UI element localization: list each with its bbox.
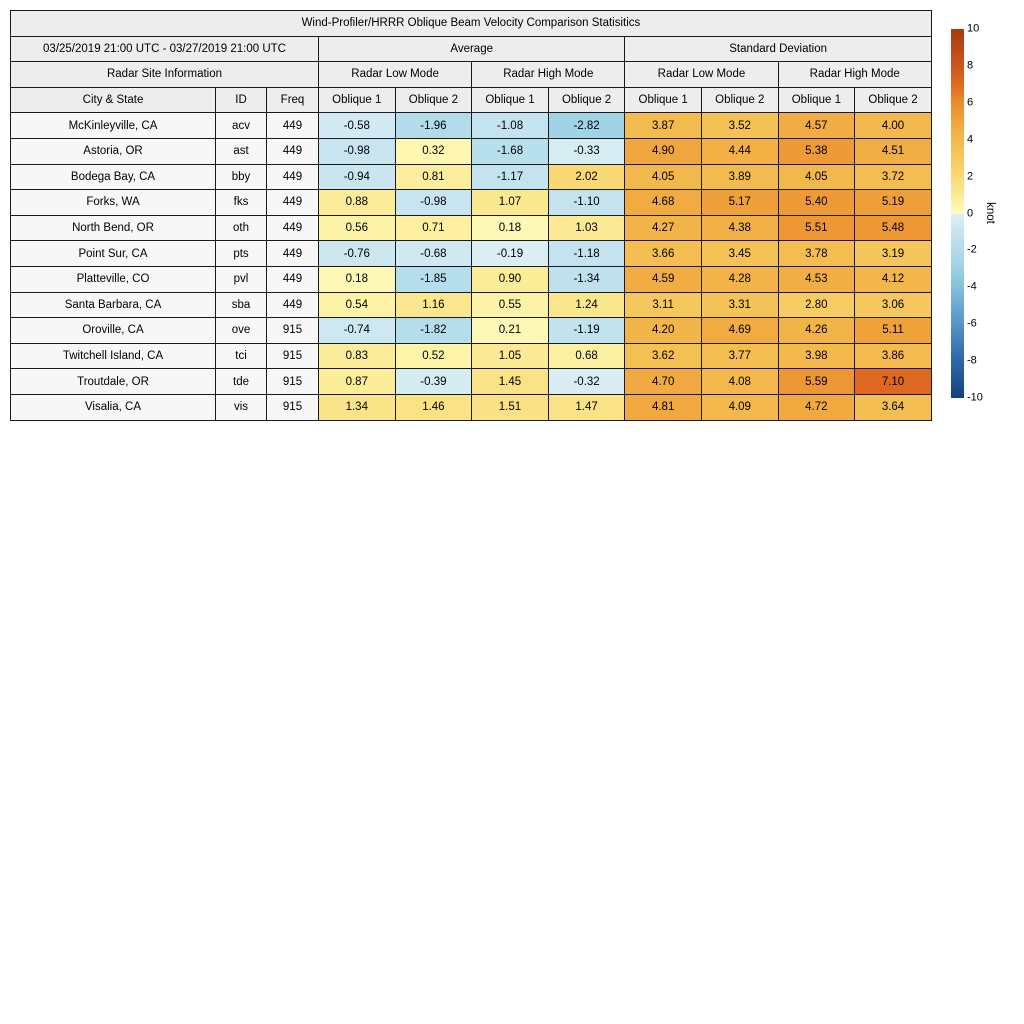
value-cell: 4.69	[701, 318, 778, 344]
colorbar-tick-label: 6	[967, 96, 974, 109]
table-row	[11, 292, 932, 318]
id-cell: pts	[216, 241, 267, 267]
date-range: 03/25/2019 21:00 UTC - 03/27/2019 21:00 UTC	[11, 36, 319, 62]
value-cell: -1.10	[548, 190, 625, 216]
value-cell: 3.89	[701, 164, 778, 190]
table-row	[11, 113, 932, 139]
value-cell: 4.20	[625, 318, 702, 344]
page-title: Wind-Profiler/HRRR Oblique Beam Velocity Comparison Statisitics	[11, 11, 932, 37]
value-cell: 5.19	[855, 190, 932, 216]
value-cell: 4.57	[778, 113, 855, 139]
value-cell: -0.98	[395, 190, 472, 216]
col-header-oblique2: Oblique 2	[701, 87, 778, 113]
value-cell: 4.51	[855, 138, 932, 164]
city-cell: McKinleyville, CA	[11, 113, 216, 139]
table-row	[11, 215, 932, 241]
id-cell: fks	[216, 190, 267, 216]
value-cell: -1.19	[548, 318, 625, 344]
value-cell: 1.47	[548, 394, 625, 420]
city-cell: Oroville, CA	[11, 318, 216, 344]
city-cell: Visalia, CA	[11, 394, 216, 420]
value-cell: 0.90	[472, 266, 549, 292]
value-cell: 4.00	[855, 113, 932, 139]
value-cell: 4.26	[778, 318, 855, 344]
value-cell: 3.31	[701, 292, 778, 318]
value-cell: 3.77	[701, 343, 778, 369]
freq-cell: 449	[267, 292, 319, 318]
id-cell: sba	[216, 292, 267, 318]
city-cell: Platteville, CO	[11, 266, 216, 292]
value-cell: 3.45	[701, 241, 778, 267]
id-cell: vis	[216, 394, 267, 420]
mode-header-row	[11, 62, 932, 88]
value-cell: 3.11	[625, 292, 702, 318]
colorbar-tick-label: -10	[967, 391, 983, 404]
city-cell: Astoria, OR	[11, 138, 216, 164]
value-cell: -1.82	[395, 318, 472, 344]
value-cell: 4.72	[778, 394, 855, 420]
value-cell: 3.98	[778, 343, 855, 369]
freq-cell: 915	[267, 343, 319, 369]
table-row	[11, 266, 932, 292]
velocity-comparison-table	[10, 10, 932, 421]
freq-cell: 915	[267, 394, 319, 420]
value-cell: 1.03	[548, 215, 625, 241]
value-cell: 0.68	[548, 343, 625, 369]
value-cell: 4.68	[625, 190, 702, 216]
value-cell: 3.62	[625, 343, 702, 369]
column-header-row	[11, 87, 932, 113]
value-cell: 0.88	[319, 190, 396, 216]
colorbar-tick-label: 4	[967, 133, 974, 146]
col-header-oblique2: Oblique 2	[548, 87, 625, 113]
value-cell: 0.87	[319, 369, 396, 395]
col-header-oblique1: Oblique 1	[625, 87, 702, 113]
city-cell: Troutdale, OR	[11, 369, 216, 395]
city-cell: Twitchell Island, CA	[11, 343, 216, 369]
freq-cell: 449	[267, 164, 319, 190]
value-cell: 3.64	[855, 394, 932, 420]
value-cell: 1.07	[472, 190, 549, 216]
value-cell: -1.18	[548, 241, 625, 267]
col-header-oblique1: Oblique 1	[778, 87, 855, 113]
city-cell: Point Sur, CA	[11, 241, 216, 267]
value-cell: 4.05	[625, 164, 702, 190]
value-cell: 0.32	[395, 138, 472, 164]
value-cell: -0.58	[319, 113, 396, 139]
id-cell: tde	[216, 369, 267, 395]
value-cell: -0.33	[548, 138, 625, 164]
value-cell: 4.59	[625, 266, 702, 292]
freq-cell: 449	[267, 241, 319, 267]
colorbar	[951, 29, 964, 398]
value-cell: 5.59	[778, 369, 855, 395]
colorbar-tick-label: 2	[967, 170, 974, 183]
value-cell: 3.86	[855, 343, 932, 369]
value-cell: 3.87	[625, 113, 702, 139]
value-cell: 3.06	[855, 292, 932, 318]
sd-high-mode-header: Radar High Mode	[778, 62, 931, 88]
freq-cell: 449	[267, 266, 319, 292]
table-row	[11, 394, 932, 420]
table-row	[11, 369, 932, 395]
freq-cell: 449	[267, 215, 319, 241]
value-cell: 4.12	[855, 266, 932, 292]
table-row	[11, 241, 932, 267]
col-header-oblique2: Oblique 2	[395, 87, 472, 113]
value-cell: 4.38	[701, 215, 778, 241]
value-cell: 7.10	[855, 369, 932, 395]
city-cell: North Bend, OR	[11, 215, 216, 241]
value-cell: 0.21	[472, 318, 549, 344]
value-cell: 1.05	[472, 343, 549, 369]
value-cell: 0.54	[319, 292, 396, 318]
colorbar-tick-label: -8	[967, 354, 977, 367]
value-cell: 0.52	[395, 343, 472, 369]
value-cell: 4.28	[701, 266, 778, 292]
value-cell: 4.05	[778, 164, 855, 190]
value-cell: 1.34	[319, 394, 396, 420]
freq-cell: 915	[267, 318, 319, 344]
col-header-freq: Freq	[267, 87, 319, 113]
value-cell: 3.19	[855, 241, 932, 267]
col-header-oblique2: Oblique 2	[855, 87, 932, 113]
group-stddev-header: Standard Deviation	[625, 36, 931, 62]
value-cell: 1.24	[548, 292, 625, 318]
value-cell: 3.78	[778, 241, 855, 267]
colorbar-tick-label: 0	[967, 207, 974, 219]
value-cell: -1.17	[472, 164, 549, 190]
value-cell: 3.52	[701, 113, 778, 139]
value-cell: 4.08	[701, 369, 778, 395]
value-cell: -0.76	[319, 241, 396, 267]
colorbar-tick-label: -4	[967, 280, 977, 293]
group-header-row	[11, 36, 932, 62]
colorbar-tick-label: -2	[967, 243, 977, 256]
value-cell: 4.44	[701, 138, 778, 164]
id-cell: pvl	[216, 266, 267, 292]
value-cell: -1.68	[472, 138, 549, 164]
value-cell: 1.51	[472, 394, 549, 420]
table-row	[11, 164, 932, 190]
value-cell: 4.09	[701, 394, 778, 420]
col-header-oblique1: Oblique 1	[472, 87, 549, 113]
col-header-oblique1: Oblique 1	[319, 87, 396, 113]
id-cell: ove	[216, 318, 267, 344]
colorbar-tick-label: -6	[967, 317, 977, 330]
site-info-header: Radar Site Information	[11, 62, 319, 88]
table-row	[11, 190, 932, 216]
value-cell: 0.18	[472, 215, 549, 241]
table-row	[11, 138, 932, 164]
value-cell: 5.51	[778, 215, 855, 241]
value-cell: 2.80	[778, 292, 855, 318]
id-cell: acv	[216, 113, 267, 139]
col-header-city: City & State	[11, 87, 216, 113]
value-cell: -1.08	[472, 113, 549, 139]
value-cell: -0.94	[319, 164, 396, 190]
value-cell: 0.83	[319, 343, 396, 369]
value-cell: -0.32	[548, 369, 625, 395]
freq-cell: 449	[267, 138, 319, 164]
value-cell: 4.27	[625, 215, 702, 241]
table-row	[11, 318, 932, 344]
title-row	[11, 11, 932, 37]
city-cell: Santa Barbara, CA	[11, 292, 216, 318]
value-cell: -0.68	[395, 241, 472, 267]
city-cell: Forks, WA	[11, 190, 216, 216]
value-cell: 5.38	[778, 138, 855, 164]
freq-cell: 915	[267, 369, 319, 395]
col-header-id: ID	[216, 87, 267, 113]
value-cell: 0.81	[395, 164, 472, 190]
value-cell: -2.82	[548, 113, 625, 139]
colorbar-unit-label: knot	[984, 202, 996, 224]
value-cell: -0.98	[319, 138, 396, 164]
value-cell: -0.74	[319, 318, 396, 344]
table-row	[11, 343, 932, 369]
city-cell: Bodega Bay, CA	[11, 164, 216, 190]
value-cell: 2.02	[548, 164, 625, 190]
sd-low-mode-header: Radar Low Mode	[625, 62, 778, 88]
value-cell: -0.39	[395, 369, 472, 395]
value-cell: 4.53	[778, 266, 855, 292]
id-cell: bby	[216, 164, 267, 190]
freq-cell: 449	[267, 190, 319, 216]
id-cell: ast	[216, 138, 267, 164]
value-cell: 0.55	[472, 292, 549, 318]
value-cell: 0.56	[319, 215, 396, 241]
value-cell: 5.11	[855, 318, 932, 344]
value-cell: 0.71	[395, 215, 472, 241]
value-cell: 1.45	[472, 369, 549, 395]
value-cell: 4.81	[625, 394, 702, 420]
value-cell: 4.70	[625, 369, 702, 395]
id-cell: tci	[216, 343, 267, 369]
group-average-header: Average	[319, 36, 625, 62]
value-cell: 5.17	[701, 190, 778, 216]
colorbar-tick-label: 8	[967, 59, 974, 72]
avg-high-mode-header: Radar High Mode	[472, 62, 625, 88]
value-cell: 0.18	[319, 266, 396, 292]
value-cell: -1.34	[548, 266, 625, 292]
value-cell: 4.90	[625, 138, 702, 164]
id-cell: oth	[216, 215, 267, 241]
avg-low-mode-header: Radar Low Mode	[319, 62, 472, 88]
freq-cell: 449	[267, 113, 319, 139]
value-cell: 1.16	[395, 292, 472, 318]
value-cell: 3.72	[855, 164, 932, 190]
value-cell: -1.96	[395, 113, 472, 139]
value-cell: 3.66	[625, 241, 702, 267]
value-cell: 5.40	[778, 190, 855, 216]
value-cell: -1.85	[395, 266, 472, 292]
value-cell: 1.46	[395, 394, 472, 420]
value-cell: -0.19	[472, 241, 549, 267]
colorbar-tick-label: 10	[967, 22, 980, 35]
value-cell: 5.48	[855, 215, 932, 241]
